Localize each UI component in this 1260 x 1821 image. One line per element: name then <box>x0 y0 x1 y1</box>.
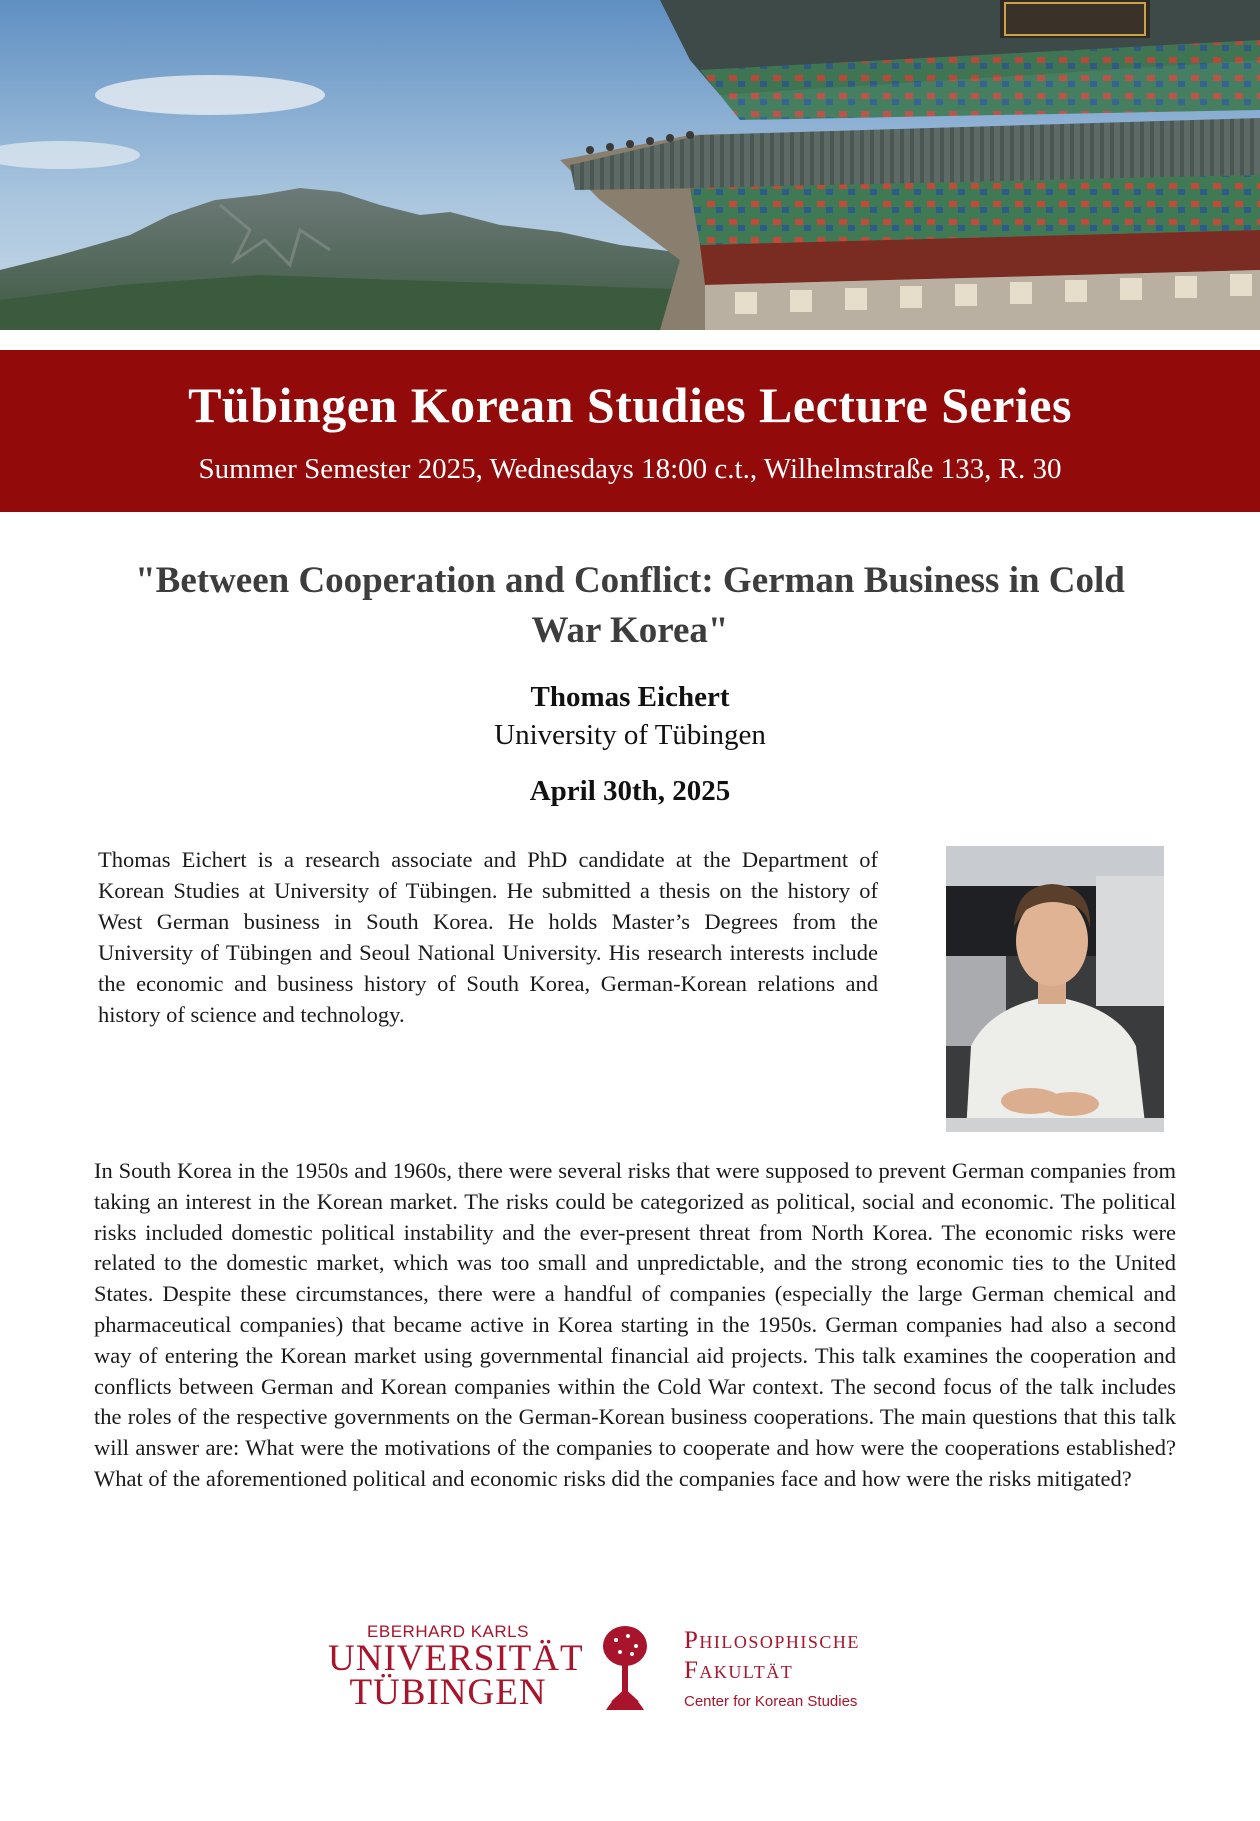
speaker-name: Thomas Eichert <box>530 681 730 713</box>
faculty-logo <box>684 1626 860 1714</box>
talk-abstract: In South Korea in the 1950s and 1960s, there were several risks that were supposed to prevent German companies from taking an interest in the Korean market. The risks could be categorized as political, social and economic. The political risks included domestic political instability and the ever-present threat from North Korea. The economic risks were related to the domestic market, which was too small and unpredictable, and the strong economic ties to the United States. Despite these circumstances, there were a handful of companies (especially the large German chemical and pharmaceutical companies) that became active in Korea starting in the 1950s. German companies had also a second way of entering the Korean market using governmental financial aid projects. This talk examines the cooperation and conflicts between German and Korean companies within the Cold War context. The second focus of the talk includes the roles of the respective governments on the German-Korean business cooperations. The main questions that this talk will answer are: What were the motivations of the companies to cooperate and how were the cooperations established? What of the aforementioned political and economic risks did the companies face and how were the risks mitigated? <box>94 1158 1176 1491</box>
university-logo-line1: EBERHARD KARLS <box>367 1622 529 1641</box>
speaker-bio: Thomas Eichert is a research associate and PhD candidate at the Department of Korean Studies at University of Tübingen. He submitted a thesis on the history of West German business in South Korea. He holds Master’s Degrees from the University of Tübingen and Seoul National University. His research interests include the economic and business history of South Korea, German-Korean relations and history of science and technology. <box>98 847 878 1027</box>
faculty-logo-line1: Philosophische <box>684 1627 860 1654</box>
series-schedule: Summer Semester 2025, Wednesdays 18:00 c.t., Wilhelmstraße 133, R. 30 <box>198 453 1062 485</box>
title-banner <box>0 350 1260 512</box>
talk-date: April 30th, 2025 <box>529 775 731 807</box>
series-title: Tübingen Korean Studies Lecture Series <box>188 377 1072 433</box>
speaker-affiliation: University of Tübingen <box>494 719 766 751</box>
university-logo <box>328 1622 584 1713</box>
tree-icon <box>598 1624 652 1710</box>
faculty-logo-line2: Fakultät <box>684 1657 794 1684</box>
talk-title: "Between Cooperation and Conflict: German Business in Cold War Korea" <box>135 560 1125 651</box>
header-photo <box>0 0 1260 330</box>
speaker-photo <box>946 846 1164 1132</box>
center-name: Center for Korean Studies <box>684 1693 858 1710</box>
university-logo-line2: UNIVERSITÄT <box>328 1638 584 1679</box>
university-logo-line3: TÜBINGEN <box>349 1672 547 1713</box>
